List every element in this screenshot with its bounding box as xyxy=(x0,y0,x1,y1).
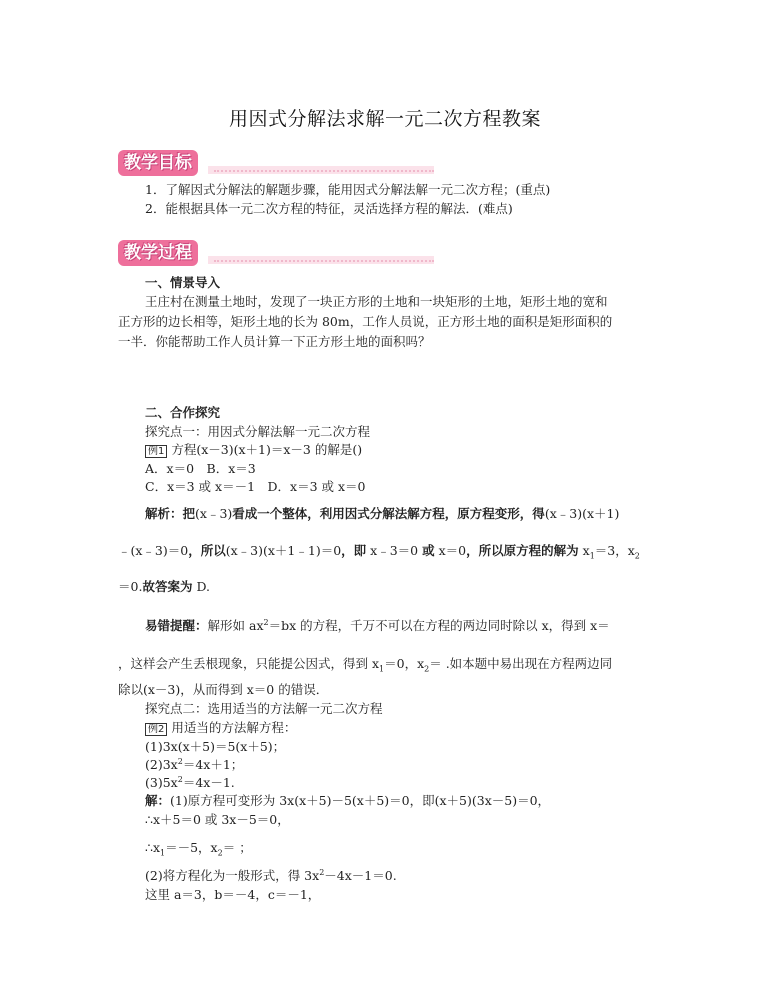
exploration-point-1: 探究点一：用因式分解法解一元二次方程 xyxy=(145,424,371,439)
part1-paragraph-line-2: 正方形的边长相等，矩形土地的长为 80m，工作人员说，正方形土地的面积是矩形面积的 xyxy=(118,314,613,329)
part2-heading: 二、合作探究 xyxy=(145,405,221,420)
example-1-tag: 例1 xyxy=(145,445,167,458)
section-label-goals: 教学目标 xyxy=(118,150,198,176)
page-title: 用因式分解法求解一元二次方程教案 xyxy=(228,108,541,130)
mistake-tip-line-1: 易错提醒：解形如 $ax^2=bx$ 的方程，千万不可以在方程的两边同时除以 x，得到 x＝ xyxy=(145,617,610,633)
goal-item-1: 1．了解因式分解法的解题步骤，能用因式分解法解一元二次方程；(重点) xyxy=(145,182,551,197)
exploration-point-2: 探究点二：选用适当的方法解一元二次方程 xyxy=(145,701,383,716)
example-2-equation-1: (1)3x(x＋5)＝5(x＋5)； xyxy=(145,739,286,754)
example-2-equation-3: $(3)5x^2=4x-1$. xyxy=(145,774,235,790)
example-1-question: 例1 方程(x－3)(x＋1)＝x－3 的解是() xyxy=(145,440,362,458)
example-1-options-ab: A．x＝0 B．x＝3 xyxy=(145,461,256,476)
section-label-process: 教学过程 xyxy=(118,240,198,266)
solution-line-5: 这里 a＝3，b＝－4，c＝－1， xyxy=(145,887,321,902)
part1-paragraph-line-1: 王庄村在测量土地时，发现了一块正方形的土地和一块矩形的土地，矩形土地的宽和 xyxy=(145,294,608,309)
analysis-line-3: ＝0.故答案为 D. xyxy=(118,579,210,594)
part1-heading: 一、情景导入 xyxy=(145,275,221,290)
example-2-tag: 例2 xyxy=(145,723,167,736)
solution-line-2: ∴x＋5＝0 或 3x－5＝0， xyxy=(145,812,290,827)
analysis-line-2: ﹣(x﹣3)＝0，所以(x﹣3)(x＋1﹣1)＝0，即 x﹣3＝0 或 x＝0，所以原方程的解为 $x_1=3$，$x_2$ xyxy=(118,543,640,561)
part1-paragraph-line-3: 一半．你能帮助工作人员计算一下正方形土地的面积吗？ xyxy=(118,334,431,349)
mistake-tip-line-2: ，这样会产生丢根现象，只能提公因式，得到 $x_1=0$，$x_2=$ .如本题中易出现在方程两边同 xyxy=(118,656,613,674)
example-2-question: 例2 用适当的方法解方程： xyxy=(145,718,296,736)
mistake-tip-line-3: 除以(x－3)，从而得到 x＝0 的错误． xyxy=(118,682,329,697)
section-header-goals xyxy=(118,150,434,180)
solution-line-4: (2)将方程化为一般形式，得 $3x^2-4x-1=0$. xyxy=(145,867,397,883)
goal-item-2: 2．能根据具体一元二次方程的特征，灵活选择方程的解法．(难点) xyxy=(145,201,513,216)
example-2-equation-2: $(2)3x^2=4x+1$； xyxy=(145,756,244,772)
solution-line-1: 解：(1)原方程可变形为 3x(x＋5)－5(x＋5)＝0，即(x＋5)(3x－5)＝0， xyxy=(145,793,551,808)
analysis-line-1: 解析：把(x﹣3)看成一个整体，利用因式分解法解方程，原方程变形，得(x﹣3)(x＋1) xyxy=(145,506,620,521)
section-header-process xyxy=(118,240,434,270)
solution-line-3: $\therefore x_1=-5$，$x_2=$ ； xyxy=(145,840,252,858)
example-1-options-cd: C．x＝3 或 x＝－1 D．x＝3 或 x＝0 xyxy=(145,479,366,494)
